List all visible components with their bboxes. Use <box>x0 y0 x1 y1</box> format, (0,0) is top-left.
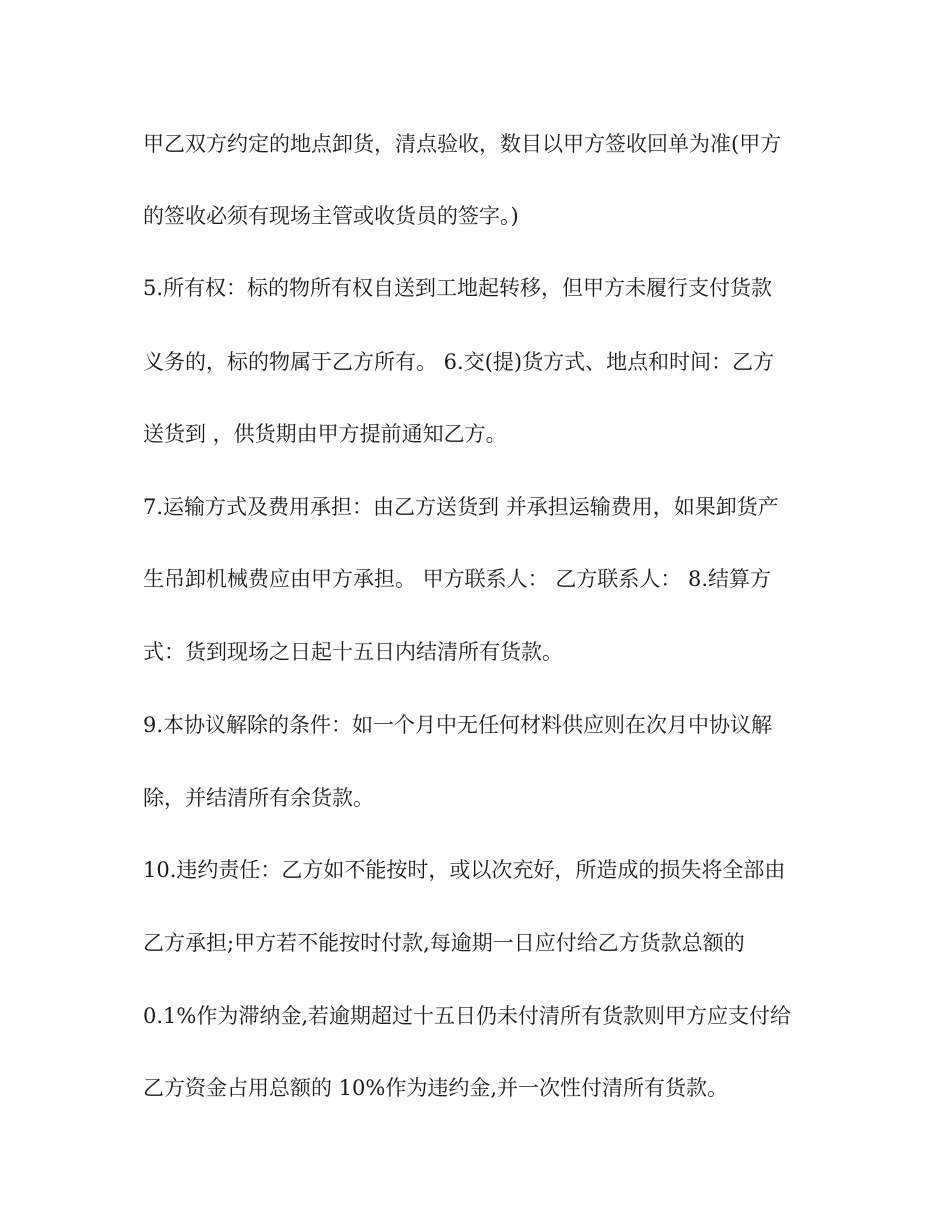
text-line: 甲乙双方约定的地点卸货，清点验收，数目以甲方签收回单为准(甲方 <box>143 132 782 156</box>
text-line: 乙方资金占用总额的 10%作为违约金,并一次性付清所有货款。 <box>143 1076 729 1100</box>
text-line: 7.运输方式及费用承担：由乙方送货到 并承担运输费用，如果卸货产 <box>143 495 779 519</box>
text-line: 送货到 ，供货期由甲方提前通知乙方。 <box>143 422 507 446</box>
text-line: 式：货到现场之日起十五日内结清所有货款。 <box>143 640 563 664</box>
text-line: 0.1%作为滞纳金,若逾期超过十五日仍未付清所有货款则甲方应支付给 <box>143 1004 792 1028</box>
text-line: 5.所有权：标的物所有权自送到工地起转移，但甲方未履行支付货款 <box>143 276 773 300</box>
text-line: 生吊卸机械费应由甲方承担。 甲方联系人： 乙方联系人： 8.结算方 <box>143 567 772 591</box>
text-line: 10.违约责任：乙方如不能按时，或以次充好，所造成的损失将全部由 <box>143 858 786 882</box>
text-line: 乙方承担;甲方若不能按时付款,每逾期一日应付给乙方货款总额的 <box>143 931 745 955</box>
text-line: 义务的，标的物属于乙方所有。 6.交(提)货方式、地点和时间：乙方 <box>143 350 775 374</box>
text-line: 的签收必须有现场主管或收货员的签字。) <box>143 204 519 228</box>
text-line: 9.本协议解除的条件：如一个月中无任何材料供应则在次月中协议解 <box>143 713 773 737</box>
text-line: 除，并结清所有余货款。 <box>143 786 374 810</box>
